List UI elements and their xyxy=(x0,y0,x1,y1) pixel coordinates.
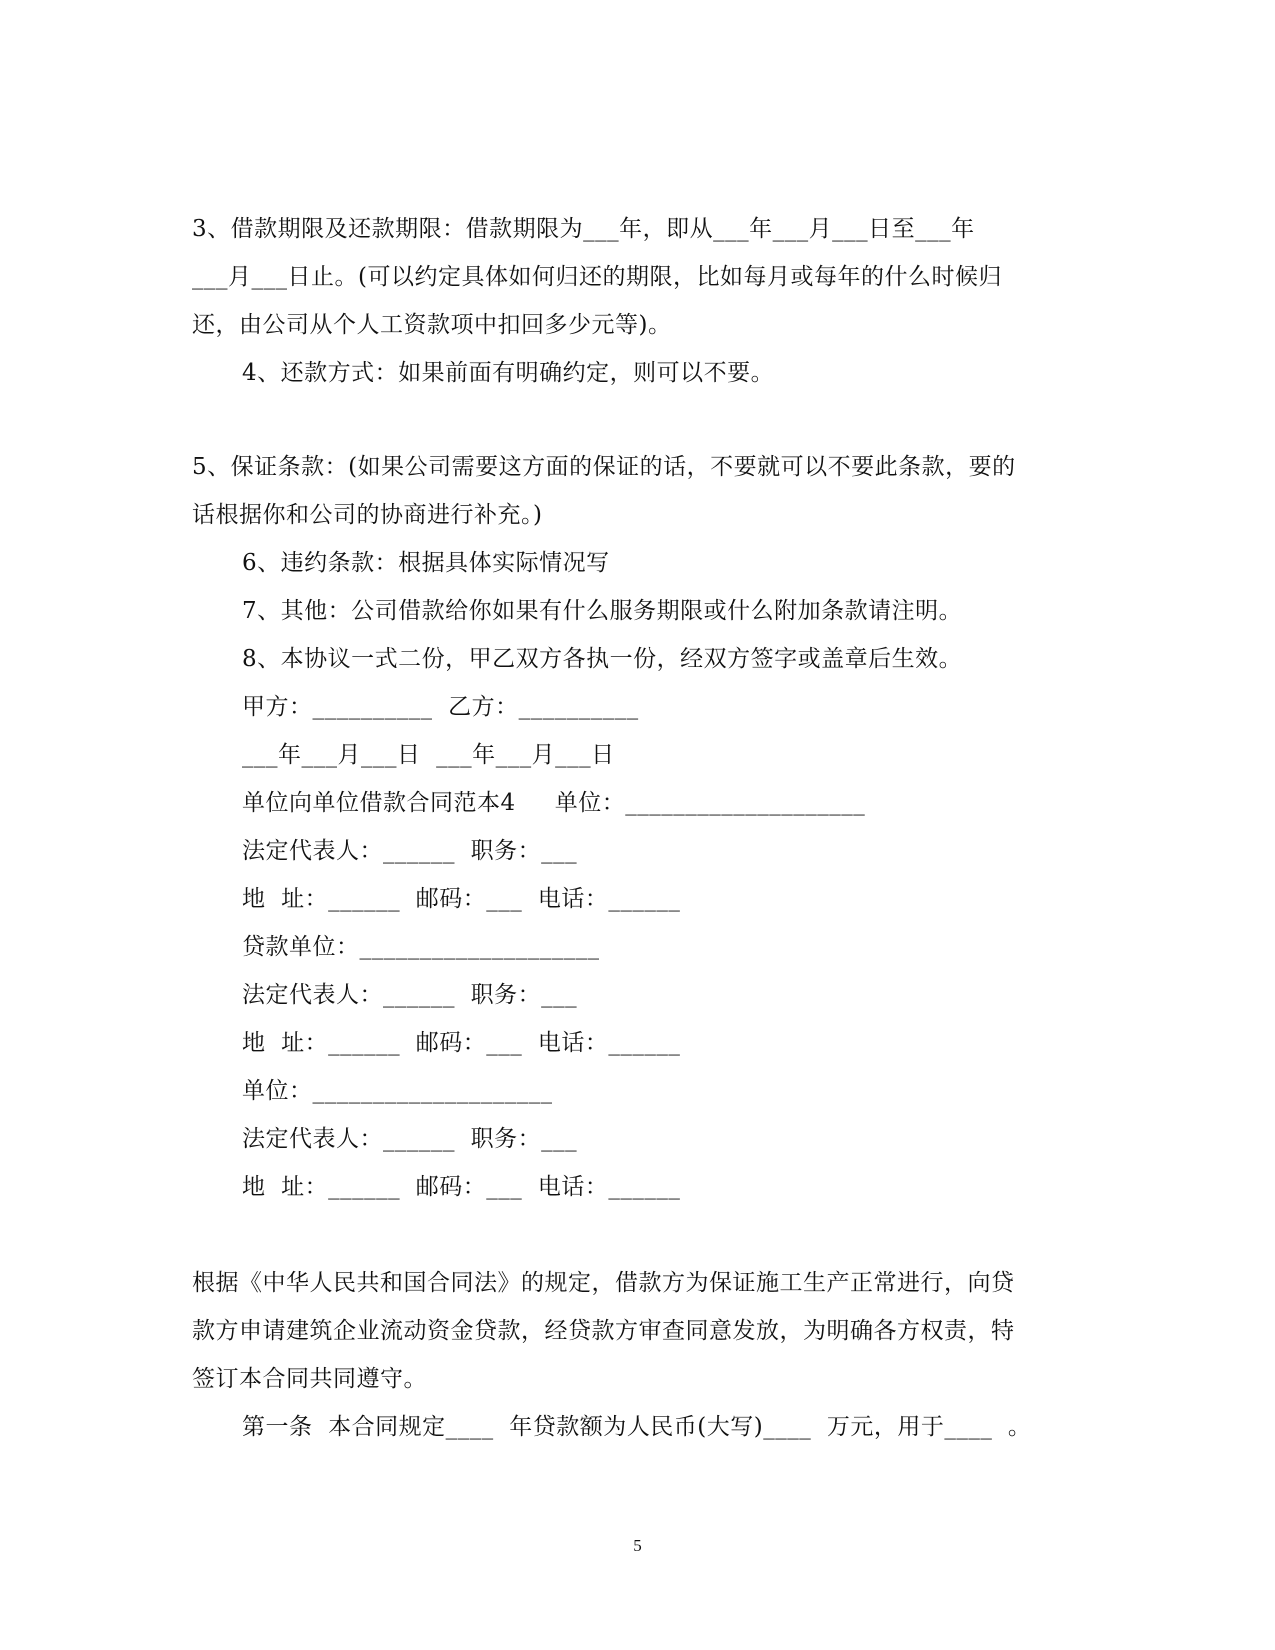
paragraph-copies: 8、本协议一式二份，甲乙双方各执一份，经双方签字或盖章后生效。 xyxy=(242,646,963,672)
signature-parties: 甲方：__________ 乙方：__________ xyxy=(242,694,639,720)
paragraph-loan-term-cont: 还，由公司从个人工资款项中扣回多少元等)。 xyxy=(192,312,672,338)
paragraph-other: 7、其他：公司借款给你如果有什么服务期限或什么附加条款请注明。 xyxy=(242,598,963,624)
template-title-line: 单位向单位借款合同范本4 单位：____________________ xyxy=(242,790,866,816)
address-line: 地 址：______ 邮码：___ 电话：______ xyxy=(242,886,681,912)
article-one: 第一条 本合同规定____ 年贷款额为人民币(大写)____ 万元，用于____ 。 xyxy=(242,1414,1032,1440)
paragraph-preamble: 根据《中华人民共和国合同法》的规定，借款方为保证施工生产正常进行，向贷 xyxy=(192,1270,1015,1296)
blank-line xyxy=(192,397,1077,443)
page-number: 5 xyxy=(633,1536,642,1555)
blank-line xyxy=(192,1211,1077,1259)
paragraph-preamble-cont: 款方申请建筑企业流动资金贷款，经贷款方审查同意发放，为明确各方权责，特 xyxy=(192,1318,1015,1344)
signature-dates: ___年___月___日 ___年___月___日 xyxy=(242,742,615,768)
paragraph-guarantee-cont: 话根据你和公司的协商进行补充。) xyxy=(192,502,543,528)
address-line: 地 址：______ 邮码：___ 电话：______ xyxy=(242,1174,681,1200)
paragraph-repayment-method: 4、还款方式：如果前面有明确约定，则可以不要。 xyxy=(242,360,775,386)
address-line: 地 址：______ 邮码：___ 电话：______ xyxy=(242,1030,681,1056)
legal-rep-line: 法定代表人：______ 职务：___ xyxy=(242,1126,578,1152)
paragraph-breach: 6、违约条款：根据具体实际情况写 xyxy=(242,550,610,576)
unit-line: 单位：____________________ xyxy=(242,1078,553,1104)
paragraph-preamble-cont: 签订本合同共同遵守。 xyxy=(192,1366,427,1392)
legal-rep-line: 法定代表人：______ 职务：___ xyxy=(242,982,578,1008)
paragraph-guarantee: 5、保证条款：(如果公司需要这方面的保证的话，不要就可以不要此条款，要的 xyxy=(192,454,1016,480)
document-body xyxy=(192,205,1077,1451)
paragraph-loan-term-cont: ___月___日止。(可以约定具体如何归还的期限，比如每月或每年的什么时候归 xyxy=(192,264,1002,290)
lender-unit-line: 贷款单位：____________________ xyxy=(242,934,600,960)
paragraph-loan-term: 3、借款期限及还款期限：借款期限为___年，即从___年___月___日至___年 xyxy=(192,216,975,242)
legal-rep-line: 法定代表人：______ 职务：___ xyxy=(242,838,578,864)
